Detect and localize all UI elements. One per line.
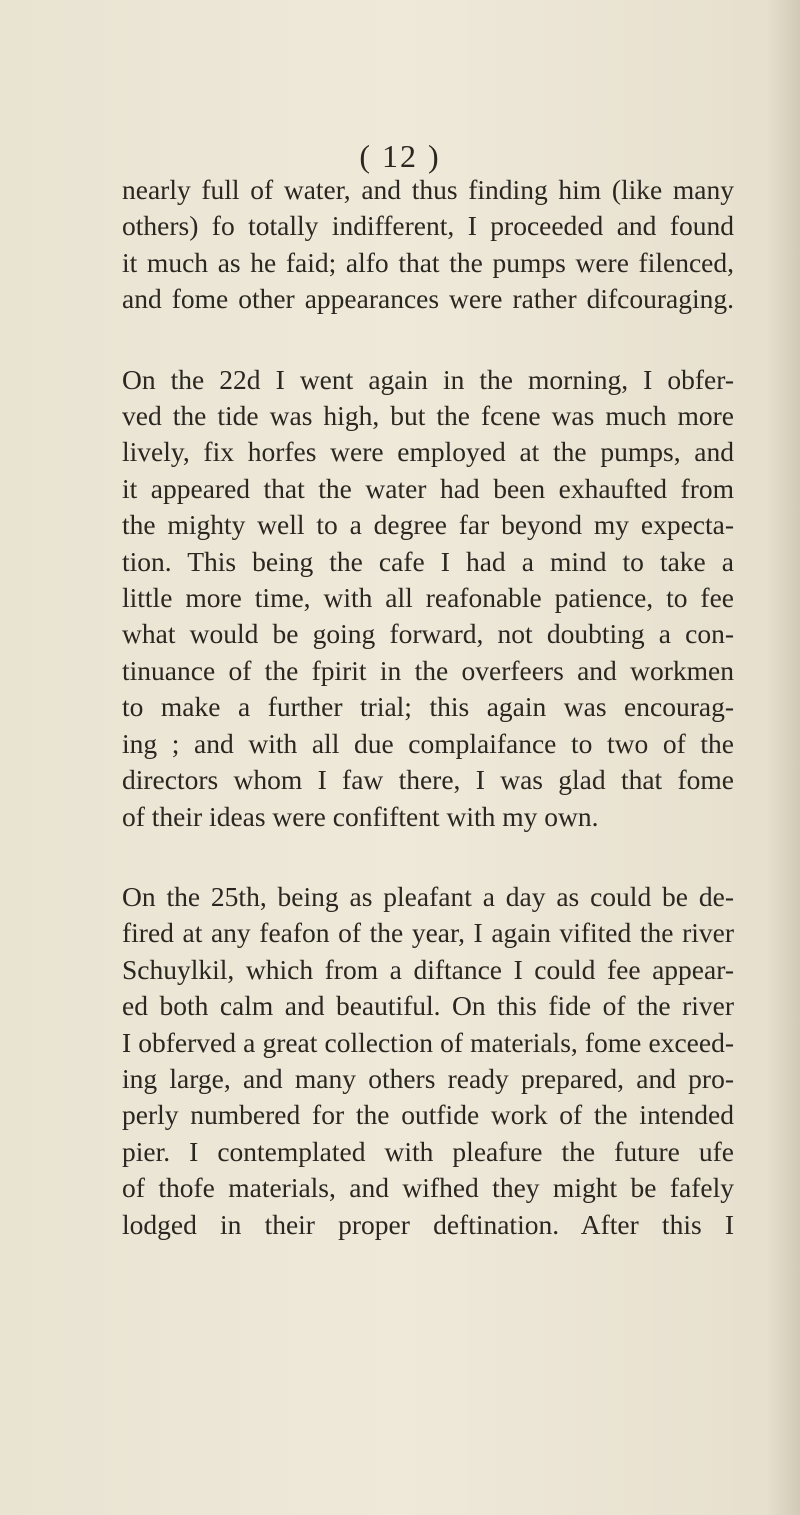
body-text — [122, 172, 734, 1243]
text-line: Schuylkil, which from a diftance I could fee appear- — [122, 953, 734, 985]
page-edge-shadow — [766, 0, 800, 1515]
text-line: and fome other appearances were rather difcouraging. — [122, 283, 734, 315]
paragraph-3 — [122, 879, 734, 1243]
text-line: ing ; and with all due complaifance to two of the — [122, 727, 734, 759]
text-line: little more time, with all reafonable patience, to fee — [122, 582, 734, 614]
text-line: ing large, and many others ready prepared, and pro- — [122, 1062, 734, 1094]
text-line: to make a further trial; this again was encourag- — [122, 691, 734, 723]
text-line: On the 25th, being as pleafant a day as could be de- — [122, 880, 734, 912]
text-line: perly numbered for the outfide work of the intended — [122, 1099, 734, 1131]
text-line: On the 22d I went again in the morning, I obfer- — [122, 363, 734, 395]
page-number: ( 12 ) — [359, 138, 441, 174]
text-line: lively, fix horfes were employed at the pumps, and — [122, 436, 734, 468]
paragraph-2 — [122, 362, 734, 835]
text-line: directors whom I faw there, I was glad that fome — [122, 764, 734, 796]
text-line: nearly full of water, and thus finding him (like many — [122, 174, 734, 205]
text-line: tion. This being the cafe I had a mind to take a — [122, 545, 734, 577]
text-line: lodged in their proper deftination. After this I — [122, 1208, 734, 1240]
paragraph-1 — [122, 172, 734, 318]
text-line: I obferved a great collection of materials, fome exceed- — [122, 1026, 734, 1058]
text-line: it much as he faid; alfo that the pumps were filenced, — [122, 246, 734, 278]
text-line: of thofe materials, and wifhed they might be fafely — [122, 1172, 734, 1204]
text-line: ved the tide was high, but the fcene was much more — [122, 400, 734, 432]
text-line: the mighty well to a degree far beyond my expecta- — [122, 509, 734, 541]
text-line: others) fo totally indifferent, I proceeded and found — [122, 210, 734, 242]
text-line: ed both calm and beautiful. On this fide of the river — [122, 990, 734, 1022]
text-line: pier. I contemplated with pleafure the future ufe — [122, 1135, 734, 1167]
text-line: of their ideas were confiftent with my own. — [122, 800, 599, 832]
text-line: fired at any feafon of the year, I again vifited the river — [122, 917, 734, 949]
text-line: what would be going forward, not doubting a con- — [122, 618, 734, 650]
text-line: it appeared that the water had been exhaufted from — [122, 472, 734, 504]
text-line: tinuance of the fpirit in the overfeers and workmen — [122, 654, 734, 686]
